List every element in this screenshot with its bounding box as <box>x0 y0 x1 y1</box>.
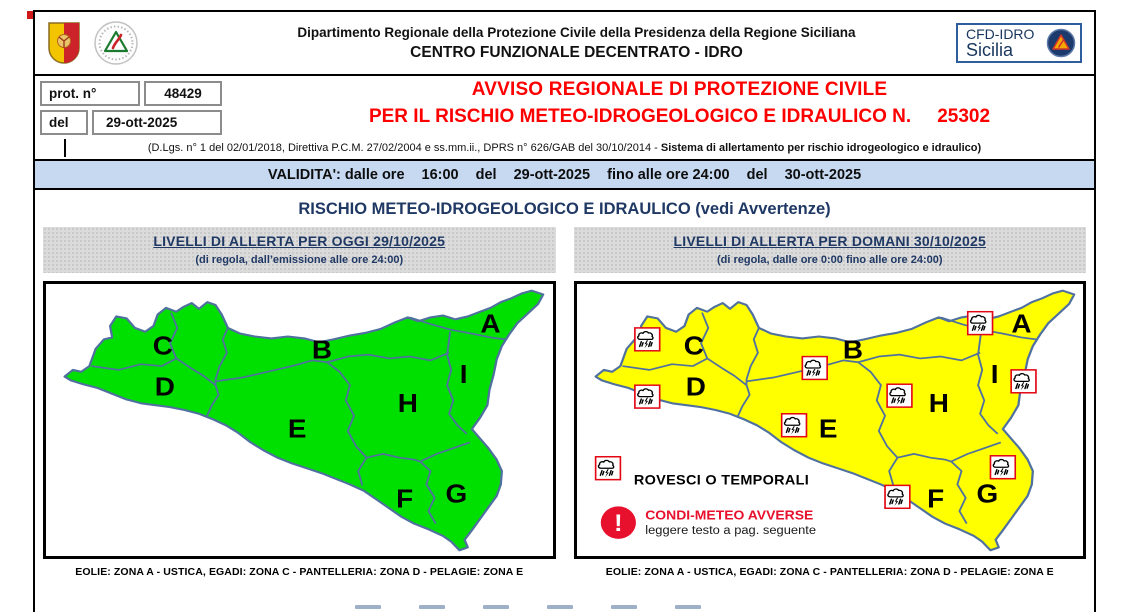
validity-time-from: 16:00 <box>421 166 459 183</box>
title-section <box>35 76 1094 138</box>
validity-bar <box>35 159 1094 190</box>
panel-today-header <box>43 227 556 273</box>
storm-icon-zone-a <box>967 312 992 335</box>
main-content <box>35 190 1094 578</box>
protocol-number-value: 48429 <box>144 81 222 106</box>
zone-label-h: H <box>928 388 949 418</box>
storm-icon-zone-b <box>802 357 827 380</box>
cfd-emblem-icon <box>1046 28 1076 58</box>
panel-tomorrow-header <box>574 227 1087 273</box>
zone-label-i: I <box>459 360 468 390</box>
zone-label-e: E <box>287 414 307 444</box>
zone-label-f: F <box>396 484 414 514</box>
islands-zone-footnote-today: EOLIE: ZONA A - USTICA, EGADI: ZONA C - PANTELLERIA: ZONA D - PELAGIE: ZONA E <box>75 566 524 578</box>
table-cell-divider <box>64 139 66 157</box>
storm-icon-zone-g <box>990 456 1015 479</box>
panel-today-title: LIVELLI DI ALLERTA PER OGGI 29/10/2025 <box>153 233 446 249</box>
storm-icon-zone-h <box>887 384 912 407</box>
zone-label-d: D <box>154 372 175 402</box>
zone-label-i: I <box>990 360 998 390</box>
panel-today <box>43 227 556 578</box>
protocol-date-label: del <box>40 110 88 135</box>
clipped-next-line <box>355 605 701 609</box>
validity-del-1: del <box>475 166 497 183</box>
regione-siciliana-crest-icon <box>47 21 81 65</box>
department-line-1: Dipartimento Regionale della Protezione Civile della Presidenza della Regione Siciliana <box>297 24 856 40</box>
zone-label-a: A <box>480 309 501 339</box>
zone-label-g: G <box>976 479 998 509</box>
zone-label-d: D <box>685 372 706 402</box>
panel-today-subtitle: (di regola, dall’emissione alle ore 24:00) <box>195 254 404 266</box>
validity-label: VALIDITA': dalle ore <box>267 166 405 183</box>
storm-icon-zone-i <box>1011 370 1036 393</box>
notice-number: 25302 <box>937 106 991 127</box>
panel-tomorrow <box>574 227 1087 578</box>
zone-label-b: B <box>311 335 333 365</box>
sicily-map-tomorrow <box>577 284 1084 556</box>
sicily-map-today <box>46 284 553 556</box>
validity-del-2: del <box>746 166 768 183</box>
cfd-idro-logo <box>956 23 1082 63</box>
validity-until-label: fino alle ore 24:00 <box>607 166 730 183</box>
adverse-weather-subtext: leggere testo a pag. seguente <box>644 523 816 537</box>
zone-label-f: F <box>926 484 944 514</box>
adverse-weather-title: CONDI-METEO AVVERSE <box>644 508 813 523</box>
panel-tomorrow-title: LIVELLI DI ALLERTA PER DOMANI 30/10/2025 <box>673 233 986 249</box>
zone-label-a: A <box>1010 309 1032 339</box>
storm-icon-zone-f <box>885 485 910 508</box>
alert-system-bold-text: Sistema di allertamento per rischio idrogeologico e idraulico) <box>660 142 982 154</box>
protocol-number-label: prot. n° <box>40 81 140 106</box>
storm-icon-zone-c <box>634 328 659 351</box>
storm-icon-zone-e <box>781 414 806 437</box>
document-frame <box>33 10 1096 612</box>
validity-date-to: 30-ott-2025 <box>784 166 862 183</box>
storm-legend-icon <box>595 457 620 480</box>
panel-tomorrow-subtitle: (di regola, dalle ore 0:00 fino alle ore 24:00) <box>716 254 943 266</box>
document-header <box>35 12 1094 76</box>
department-line-2: CENTRO FUNZIONALE DECENTRATO - IDRO <box>410 43 743 61</box>
notice-title-line-1: AVVISO REGIONALE DI PROTEZIONE CIVILE <box>471 79 888 100</box>
protocol-fields <box>40 81 222 139</box>
zone-label-c: C <box>683 331 704 361</box>
map-today-box <box>43 281 556 559</box>
validity-date-from: 29-ott-2025 <box>513 166 591 183</box>
notice-title-line-2: PER IL RISCHIO METEO-IDROGEOLOGICO E IDRAULICO N. 25302 <box>368 106 991 127</box>
risk-section-title: RISCHIO METEO-IDROGEOLOGICO E IDRAULICO (vedi Avvertenze) <box>298 200 831 218</box>
zone-label-g: G <box>445 479 468 509</box>
islands-zone-footnote-tomorrow: EOLIE: ZONA A - USTICA, EGADI: ZONA C - PANTELLERIA: ZONA D - PELAGIE: ZONA E <box>605 566 1054 578</box>
map-tomorrow-box <box>574 281 1087 559</box>
zone-label-b: B <box>842 335 863 365</box>
notice-title <box>275 79 1084 128</box>
zone-label-e: E <box>818 414 837 444</box>
warning-exclamation: ! <box>613 510 623 537</box>
legal-references-line: (D.Lgs. n° 1 del 02/01/2018, Direttiva P.C.M. 27/02/2004 e ss.mm.ii., DPRS n° 626/GAB del 30/10/2014 - Sistema di allertamento per rischio idrogeologico e idraulico) <box>147 142 982 154</box>
protezione-civile-nazionale-icon <box>93 20 139 66</box>
storm-icon-zone-d <box>634 385 659 408</box>
zone-label-c: C <box>152 331 173 361</box>
cfd-logo-line-2: Sicilia <box>966 39 1014 60</box>
cfd-logo-line-1: CFD-IDRO <box>966 25 1035 42</box>
storm-legend-label: ROVESCI O TEMPORALI <box>633 471 809 488</box>
protocol-date-value: 29-ott-2025 <box>92 110 222 135</box>
zone-label-h: H <box>397 388 418 418</box>
